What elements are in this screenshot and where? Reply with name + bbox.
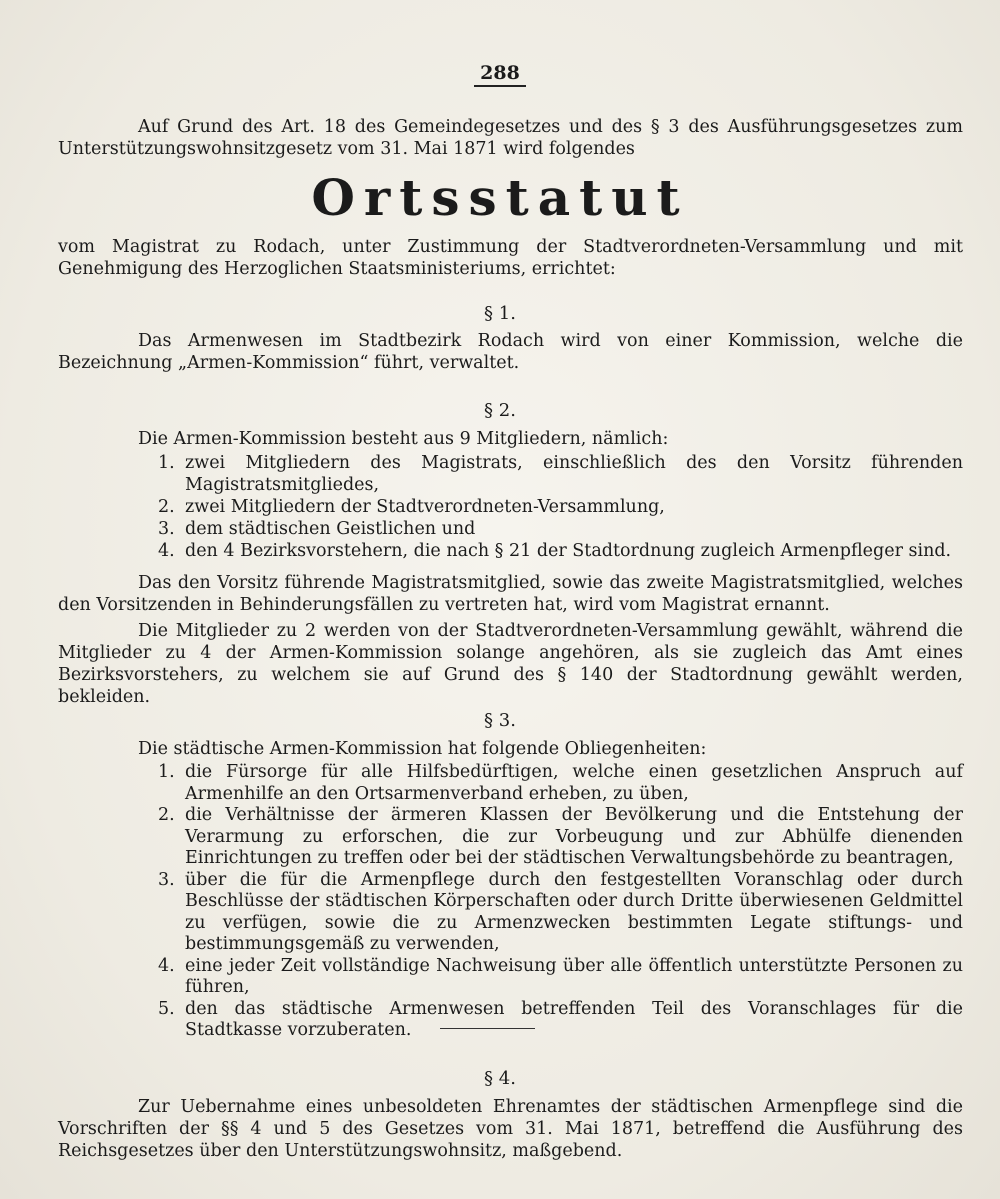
section-2-lead: Die Armen-Kommission besteht aus 9 Mitgliedern, nämlich: (138, 429, 669, 449)
list-item: 2. zwei Mitgliedern der Stadtverordneten-Versammlung, (158, 497, 665, 517)
document-title: Ortsstatut (311, 168, 689, 227)
section-2-paragraph-1: Das den Vorsitz führende Magistratsmitglied, sowie das zweite Magistratsmitglied, welches den Vorsitzenden in Behinderungsfällen zu vertreten hat, wird vom Magistrat ernannt. (58, 573, 963, 615)
list-item: 1. zwei Mitgliedern des Magistrats, einschließlich des den Vorsitz führenden Magistratsmitgliedes, (158, 453, 963, 495)
list-item: 3. dem städtischen Geistlichen und (158, 519, 476, 539)
list-item: 1. die Fürsorge für alle Hilfsbedürftigen, welche einen gesetzlichen Anspruch auf Armenhilfe an den Ortsarmenverband erheben, zu üben, (158, 762, 963, 804)
section-2-list (140, 452, 963, 562)
list-item: 4. den 4 Bezirksvorstehern, die nach § 21 der Stadtordnung zugleich Armenpfleger sind. (158, 541, 952, 561)
list-item: 3. über die für die Armenpflege durch den festgestellten Voranschlag oder durch Beschlüsse der städtischen Körperschaften oder durch Dritte überwiesenen Geldmittel zu verfügen, sowie die zu Armenzwecken bestimmten Legate stiftungs- und bestimmungsgemäß zu verwenden, (158, 869, 963, 954)
divider-rule (440, 1028, 535, 1029)
section-1-text: Das Armenwesen im Stadtbezirk Rodach wird von einer Kommission, welche die Bezeichnung „Armen-Kommission“ führt, verwaltet. (58, 331, 963, 373)
section-2-heading: § 2. (484, 400, 516, 421)
section-3-list (140, 762, 963, 1042)
page-number: 288 (0, 62, 1000, 84)
section-3-heading: § 3. (484, 710, 516, 731)
list-item: 5. den das städtische Armenwesen betreffenden Teil des Voranschlages für die Stadtkasse vorzuberaten. (158, 998, 963, 1040)
section-4-heading: § 4. (484, 1068, 516, 1089)
preamble-paragraph: vom Magistrat zu Rodach, unter Zustimmung der Stadtverordneten-Versammlung und mit Genehmigung des Herzoglichen Staatsministeriums, errichtet: (58, 237, 963, 279)
section-4-text: Zur Uebernahme eines unbesoldeten Ehrenamtes der städtischen Armenpflege sind die Vorschriften der §§ 4 und 5 des Gesetzes vom 31. Mai 1871, betreffend die Ausführung des Reichsgesetzes über den Unterstützungswohnsitz, maßgebend. (58, 1097, 963, 1161)
intro-paragraph: Auf Grund des Art. 18 des Gemeindegesetzes und des § 3 des Ausführungsgesetzes zum Unterstützungswohnsitzgesetz vom 31. Mai 1871 wird folgendes (58, 117, 963, 159)
list-item: 2. die Verhältnisse der ärmeren Klassen der Bevölkerung und die Entstehung der Verarmung zu erforschen, die zur Vorbeugung und zur Abhülfe dienenden Einrichtungen zu treffen oder bei der städtischen Verwaltungsbehörde zu beantragen, (158, 805, 963, 868)
section-3-lead: Die städtische Armen-Kommission hat folgende Obliegenheiten: (138, 739, 707, 759)
section-2-paragraph-2: Die Mitglieder zu 2 werden von der Stadtverordneten-Versammlung gewählt, während die Mitglieder zu 4 der Armen-Kommission solange angehören, als sie zugleich das Amt eines Bezirksvorstehers, zu welchem sie auf Grund des § 140 der Stadtordnung gewählt werden, bekleiden. (58, 621, 963, 707)
list-item: 4. eine jeder Zeit vollständige Nachweisung über alle öffentlich unterstützte Personen zu führen, (158, 955, 963, 997)
section-1-heading: § 1. (484, 303, 516, 324)
